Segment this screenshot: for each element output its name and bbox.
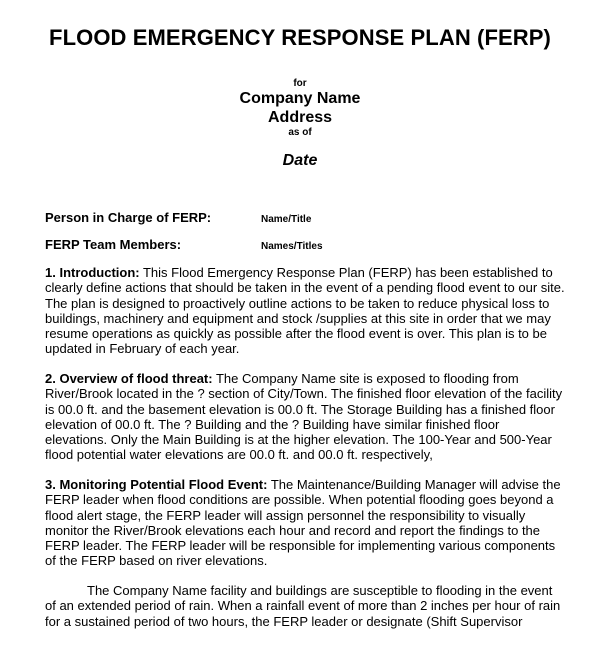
as-of-text: as of [288, 127, 312, 138]
monitoring-section [45, 477, 565, 569]
document-title: FLOOD EMERGENCY RESPONSE PLAN (FERP) [49, 25, 551, 50]
closing-paragraph: The Company Name facility and buildings are susceptible to flooding in the event of an extended period of rain. When a rainfall event of more than 2 inches per hour of rain for a sustained period of two hours, the FERP leader or designate (Shift Supervisor [45, 583, 561, 629]
team-members-label: FERP Team Members: [45, 237, 182, 252]
team-members-value: Names/Titles [261, 241, 323, 252]
person-in-charge-value: Name/Title [261, 214, 312, 225]
person-in-charge-label: Person in Charge of FERP: [45, 210, 212, 225]
overview-heading: 2. Overview of flood threat: [45, 371, 213, 386]
overview-section [45, 371, 565, 463]
monitoring-heading: 3. Monitoring Potential Flood Event: [45, 477, 268, 492]
monitoring-body: The Maintenance/Building Manager will advise the FERP leader when flood conditions are possible. When potential flooding goes beyond a flood alert stage, the FERP leader will assign personnel the responsibility to visually monitor the River/Brook elevations each hour and record and report the findings to the FERP leader. The FERP leader will be responsible for implementing various components of the FERP based on river elevations. [45, 477, 561, 569]
overview-body: The Company Name site is exposed to flooding from River/Brook located in the ? section of City/Town. The finished floor elevation of the facility is 00.0 ft. and the basement elevation is 00.0 ft. The Storage Building has a finished floor elevation of 00.0 ft. The ? Building and the ? Building have similar finished floor elevations. Only the Main Building is at the higher elevation. The 100-Year and 500-Year flood potential water elevations are 00.0 ft. and 00.0 ft. respectively, [45, 371, 563, 463]
introduction-section [45, 265, 565, 357]
company-address: Address [267, 109, 333, 126]
introduction-body: This Flood Emergency Response Plan (FERP) has been established to clearly define actions that should be taken in the event of a pending flood event to our site. The plan is designed to proactively outline actions to be taken to reduce physical loss to buildings, machinery and equipment and stock /supplies at this site in order that we may resume operations as quickly as possible after the flood event is over. This plan is to be updated in February of each year. [45, 265, 565, 357]
document-date: Date [282, 152, 318, 169]
company-name: Company Name [239, 90, 361, 107]
person-in-charge-row [45, 210, 311, 225]
team-members-row [45, 237, 323, 252]
for-text: for [293, 78, 307, 89]
introduction-heading: 1. Introduction: [45, 265, 140, 280]
